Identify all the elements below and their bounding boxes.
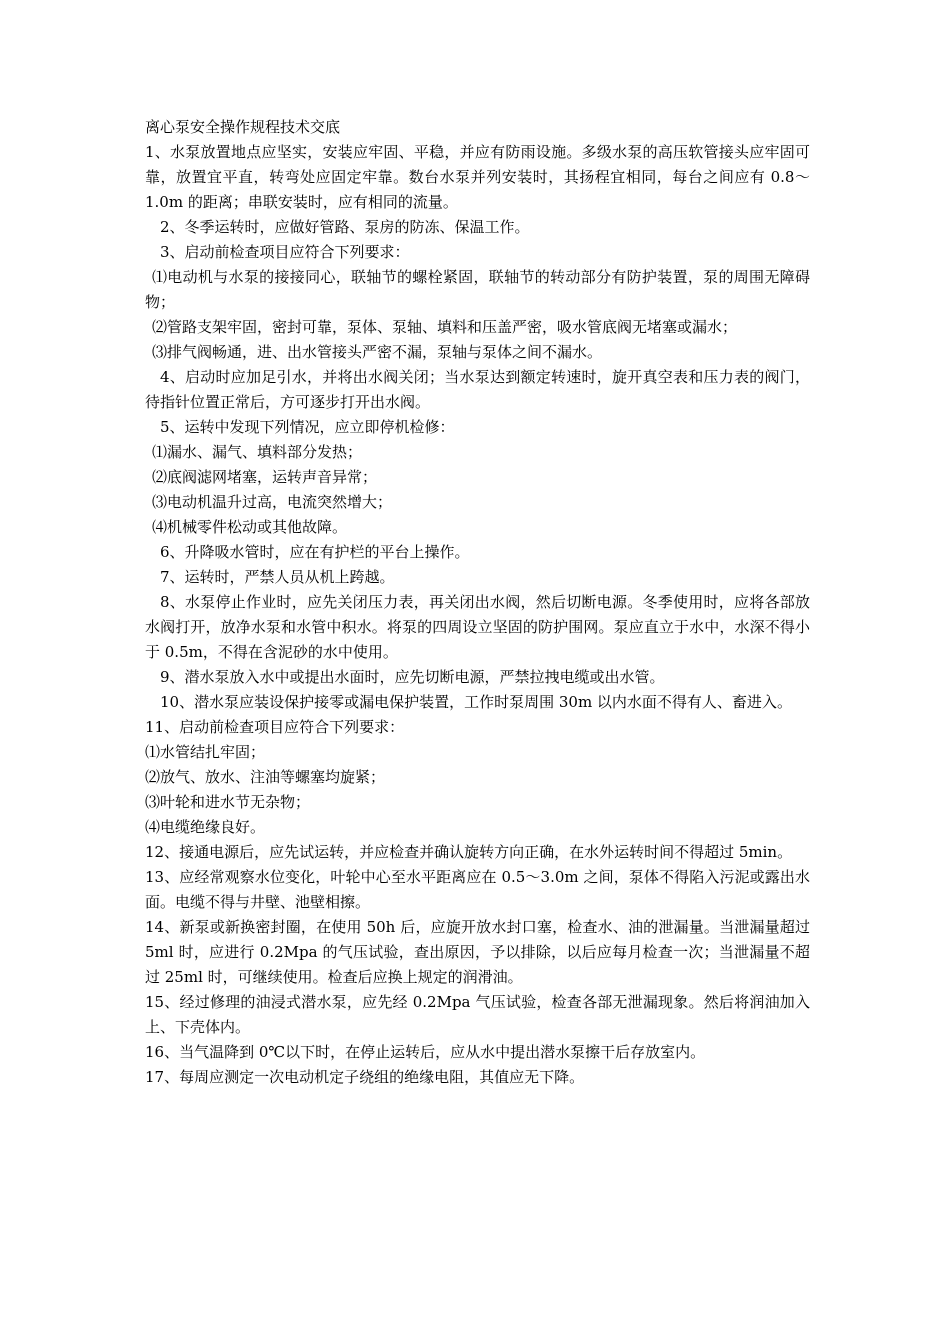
paragraph: 1、水泵放置地点应坚实，安装应牢固、平稳，并应有防雨设施。多级水泵的高压软管接头应牢固可靠，放置宜平直，转弯处应固定牢靠。数台水泵并列安装时，其扬程宜相同，每台之间应有 0.8～1.0m 的距离；串联安装时，应有相同的流量。 [145,143,810,211]
paragraph: 7、运转时，严禁人员从机上跨越。 [160,568,395,586]
paragraph: ⑶电动机温升过高，电流突然增大； [152,493,393,511]
paragraph: 17、每周应测定一次电动机定子绕组的绝缘电阻，其值应无下降。 [145,1068,585,1086]
paragraph: 14、新泵或新换密封圈，在使用 50h 后，应旋开放水封口塞，检查水、油的泄漏量。当泄漏量超过 5ml 时，应进行 0.2Mpa 的气压试验，查出原因，予以排除，以后应每月检查一次；当泄漏量不超过 25ml 时，可继续使用。检查后应换上规定的润滑油。 [145,918,810,986]
document-title: 离心泵安全操作规程技术交底 [145,118,341,136]
paragraph: 2、冬季运转时，应做好管路、泵房的防冻、保温工作。 [160,218,530,236]
paragraph: 12、接通电源后，应先试运转，并应检查并确认旋转方向正确，在水外运转时间不得超过 5min。 [145,843,793,861]
paragraph: 9、潜水泵放入水中或提出水面时，应先切断电源，严禁拉拽电缆或出水管。 [160,668,665,686]
paragraph: ⑷机械零件松动或其他故障。 [152,518,348,536]
paragraph: ⑴水管结扎牢固； [145,743,266,761]
paragraph: 11、启动前检查项目应符合下列要求： [145,718,405,736]
paragraph: 8、水泵停止作业时，应先关闭压力表，再关闭出水阀，然后切断电源。冬季使用时，应将各部放水阀打开，放净水泵和水管中积水。将泵的四周设立坚固的防护围网。泵应直立于水中，水深不得小于 0.5m，不得在含泥砂的水中使用。 [145,593,810,661]
paragraph: 15、经过修理的油浸式潜水泵，应先经 0.2Mpa 气压试验，检查各部无泄漏现象。然后将润油加入上、下壳体内。 [145,993,810,1036]
paragraph: 5、运转中发现下列情况，应立即停机检修： [160,418,455,436]
paragraph: ⑷电缆绝缘良好。 [145,818,266,836]
paragraph: ⑵管路支架牢固，密封可靠，泵体、泵轴、填料和压盖严密，吸水管底阀无堵塞或漏水； [152,318,738,336]
paragraph: 16、当气温降到 0℃以下时，在停止运转后，应从水中提出潜水泵擦干后存放室内。 [145,1043,706,1061]
paragraph: ⑴电动机与水泵的接接同心，联轴节的螺栓紧固，联轴节的转动部分有防护装置，泵的周围无障碍物； [145,268,810,311]
paragraph: ⑵放气、放水、注油等螺塞均旋紧； [145,768,386,786]
paragraph: 3、启动前检查项目应符合下列要求： [160,243,410,261]
paragraph: ⑶叶轮和进水节无杂物； [145,793,311,811]
paragraph: 6、升降吸水管时，应在有护栏的平台上操作。 [160,543,470,561]
paragraph: 10、潜水泵应装设保护接零或漏电保护装置，工作时泵周围 30m 以内水面不得有人、畜进入。 [160,693,792,711]
paragraph: ⑵底阀滤网堵塞，运转声音异常； [152,468,378,486]
paragraph: 13、应经常观察水位变化，叶轮中心至水平距离应在 0.5～3.0m 之间，泵体不得陷入污泥或露出水面。电缆不得与井壁、池壁相擦。 [145,868,810,911]
document-page [145,115,810,1090]
document-body [145,140,810,1090]
paragraph: ⑶排气阀畅通，进、出水管接头严密不漏，泵轴与泵体之间不漏水。 [152,343,603,361]
paragraph: 4、启动时应加足引水，并将出水阀关闭；当水泵达到额定转速时，旋开真空表和压力表的阀门，待指针位置正常后，方可逐步打开出水阀。 [145,368,810,411]
paragraph: ⑴漏水、漏气、填料部分发热； [152,443,363,461]
